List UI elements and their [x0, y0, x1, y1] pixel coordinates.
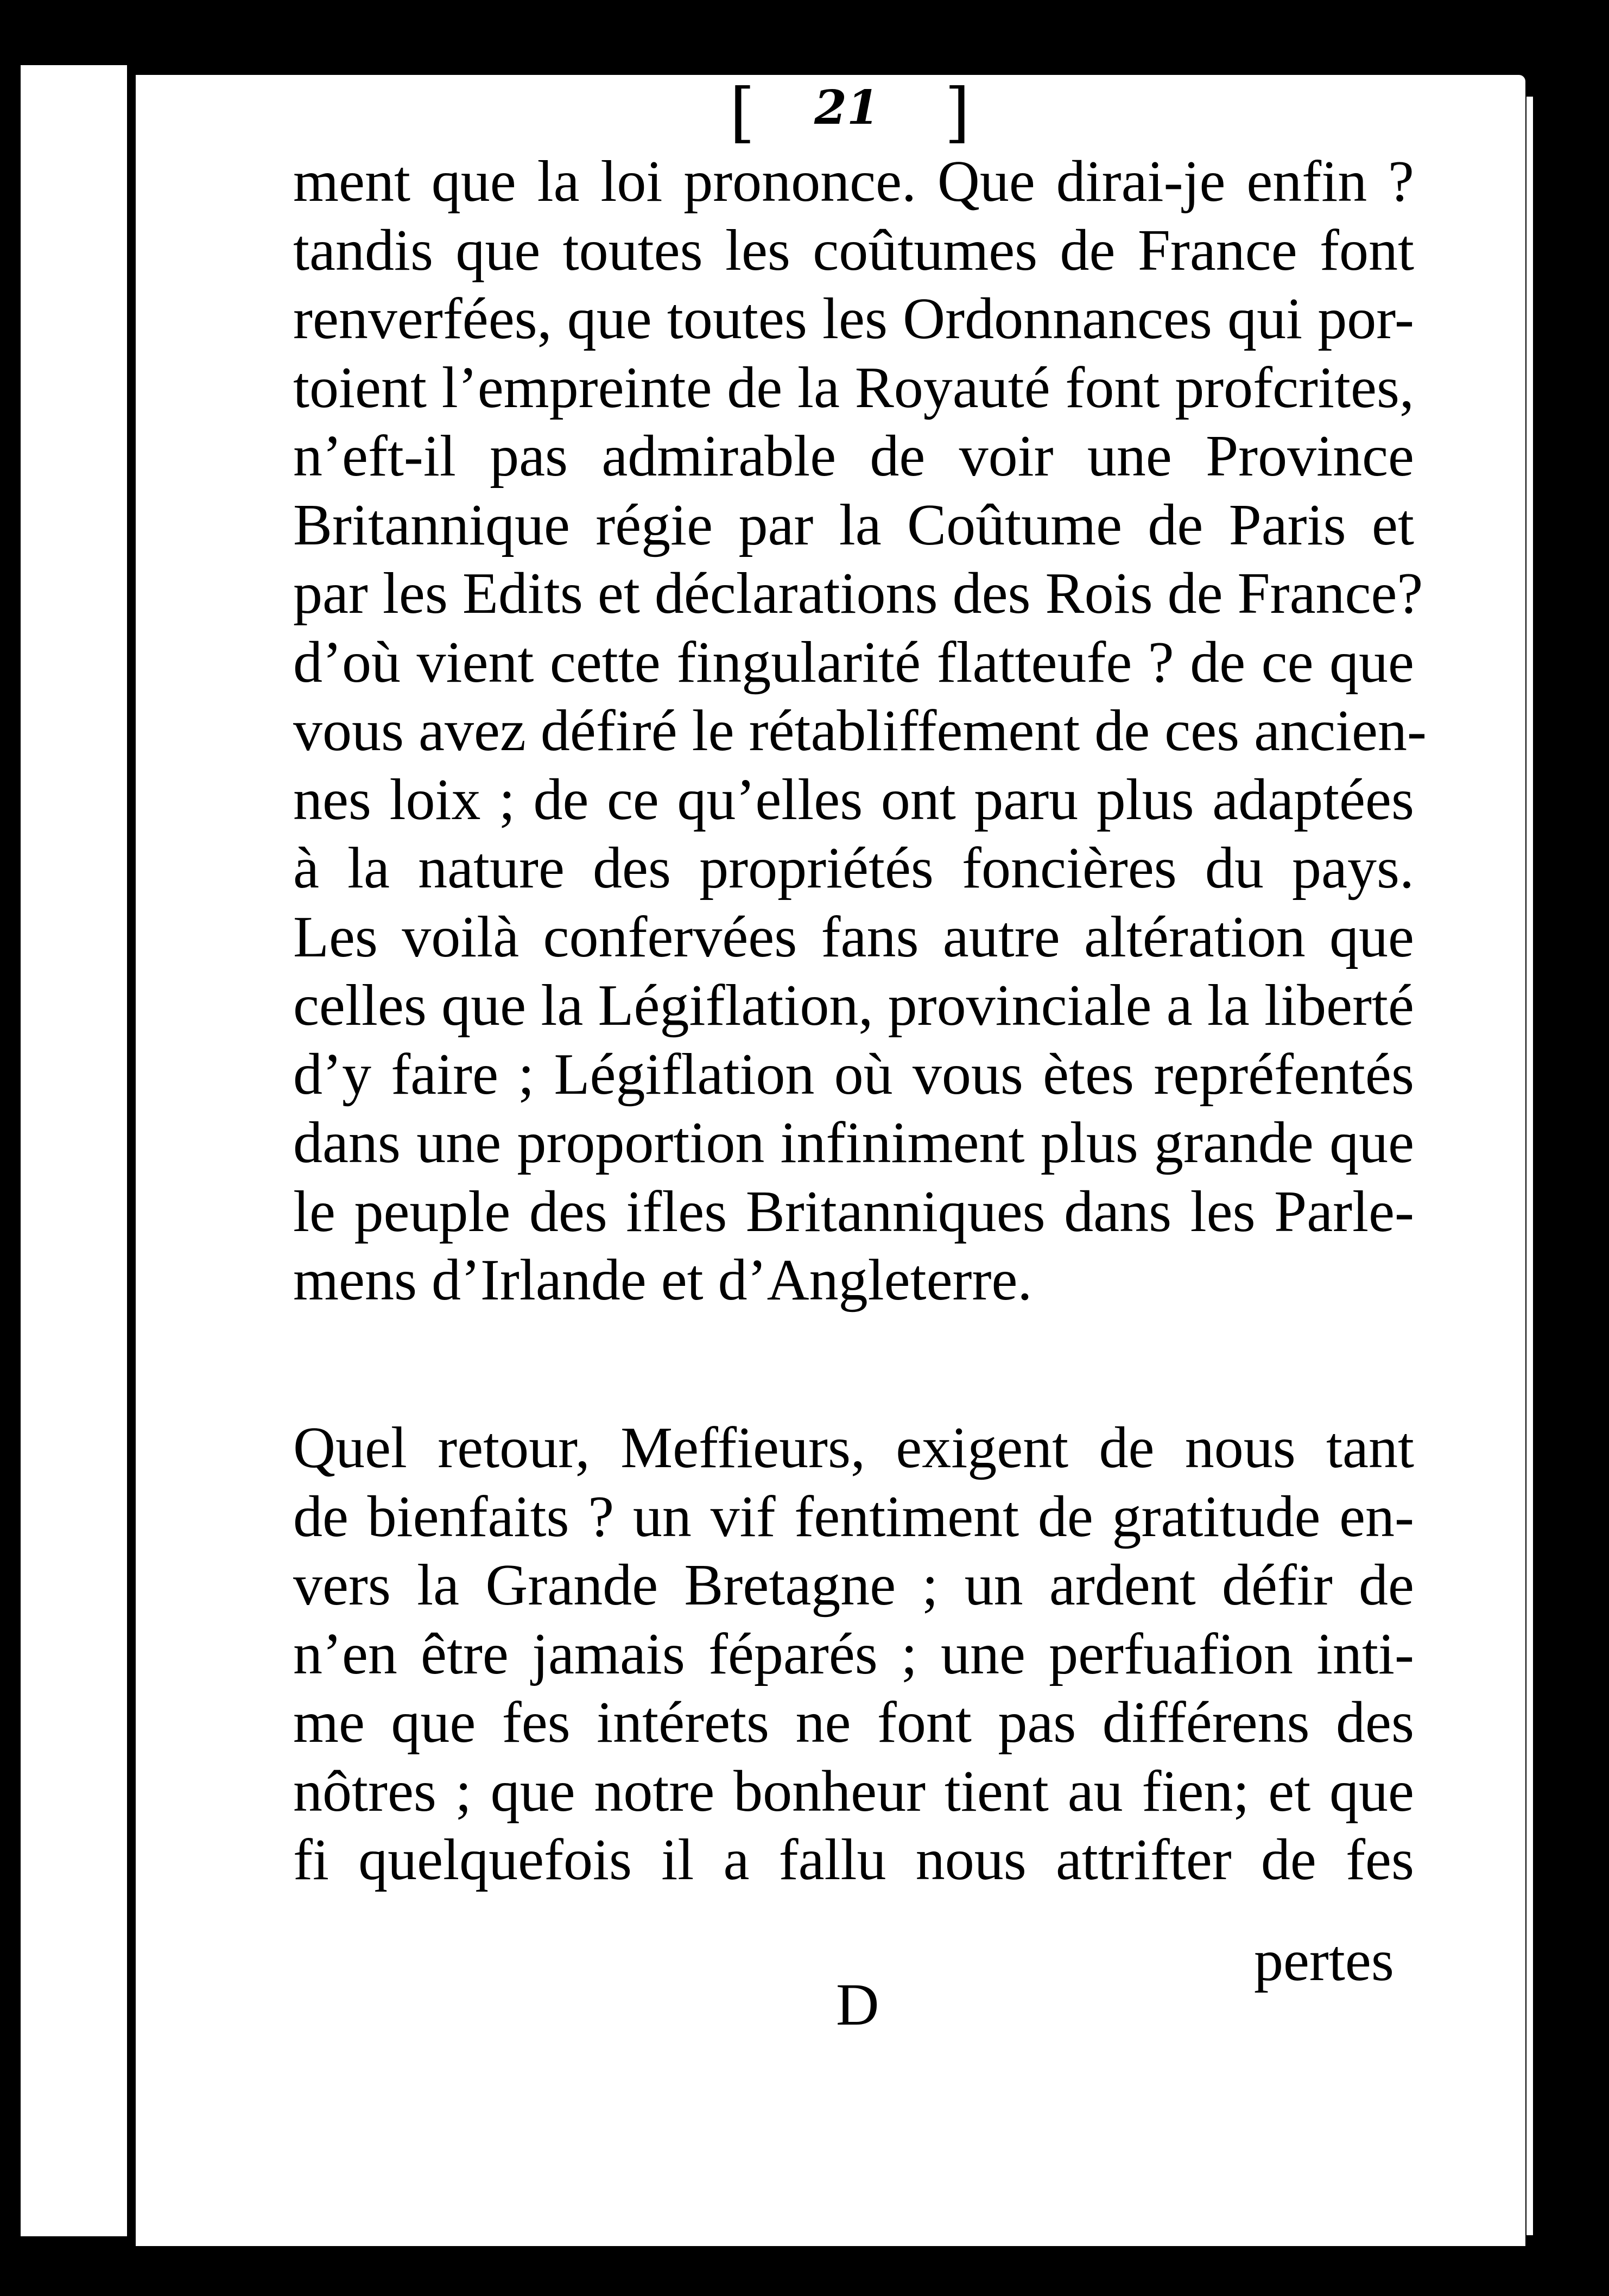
- text-line: dans une proportion infiniment plus grande que: [293, 1111, 1414, 1175]
- text-line: Les voilà confervées fans autre altération que: [293, 904, 1414, 969]
- text-line: Britannique régie par la Coûtume de Paris et: [293, 492, 1414, 557]
- text-line: par les Edits et déclarations des Rois de France?: [293, 561, 1423, 626]
- text-line: n’en être jamais féparés ; une perfuafion inti-: [293, 1621, 1414, 1686]
- text-line: toient l’empreinte de la Royauté font profcrites,: [293, 355, 1414, 420]
- bracket-right: ]: [945, 75, 970, 150]
- text-line: à la nature des propriétés foncières du pays.: [293, 836, 1414, 900]
- text-line: vous avez défiré le rétabliffement de ces ancien-: [293, 699, 1427, 763]
- text-line: nôtres ; que notre bonheur tient au fien; et que: [293, 1759, 1414, 1824]
- bracket-left: [: [730, 75, 755, 150]
- catchword: pertes: [1254, 1929, 1394, 1993]
- text-line: fi quelquefois il a fallu nous attrifter de fes: [293, 1828, 1414, 1892]
- text-line: le peuple des ifles Britanniques dans les Parle-: [293, 1179, 1414, 1244]
- text-line: mens d’Irlande et d’Angleterre.: [293, 1248, 1032, 1312]
- text-line: n’eft-il pas admirable de voir une Province: [293, 424, 1414, 489]
- adjacent-page-edge: [21, 65, 127, 2236]
- text-line: de bienfaits ? un vif fentiment de gratitude en-: [293, 1484, 1414, 1549]
- text-line: nes loix ; de ce qu’elles ont paru plus adaptées: [293, 767, 1414, 832]
- paragraph-1: [293, 148, 1427, 1315]
- text-line: d’où vient cette fingularité flatteufe ? de ce que: [293, 630, 1414, 695]
- page-number: 21: [814, 80, 879, 135]
- text-line: d’y faire ; Légiflation où vous ètes repréfentés: [293, 1042, 1414, 1107]
- text-line: vers la Grande Bretagne ; un ardent défir de: [293, 1553, 1414, 1618]
- text-line: celles que la Légiflation, provinciale a la liberté: [293, 973, 1414, 1038]
- paragraph-2: [293, 1414, 1414, 1895]
- text-line: ment que la loi prononce. Que dirai-je enfin ?: [293, 149, 1414, 214]
- signature-mark: D: [836, 1971, 879, 2038]
- text-line: me que fes intérets ne font pas différens des: [293, 1690, 1414, 1755]
- text-line: tandis que toutes les coûtumes de France font: [293, 218, 1414, 283]
- text-line: renverfées, que toutes les Ordonnances qui por-: [293, 287, 1414, 351]
- page-edge: [1526, 97, 1533, 2235]
- page-header: [711, 75, 983, 151]
- text-line: Quel retour, Meffieurs, exigent de nous tant: [293, 1416, 1414, 1480]
